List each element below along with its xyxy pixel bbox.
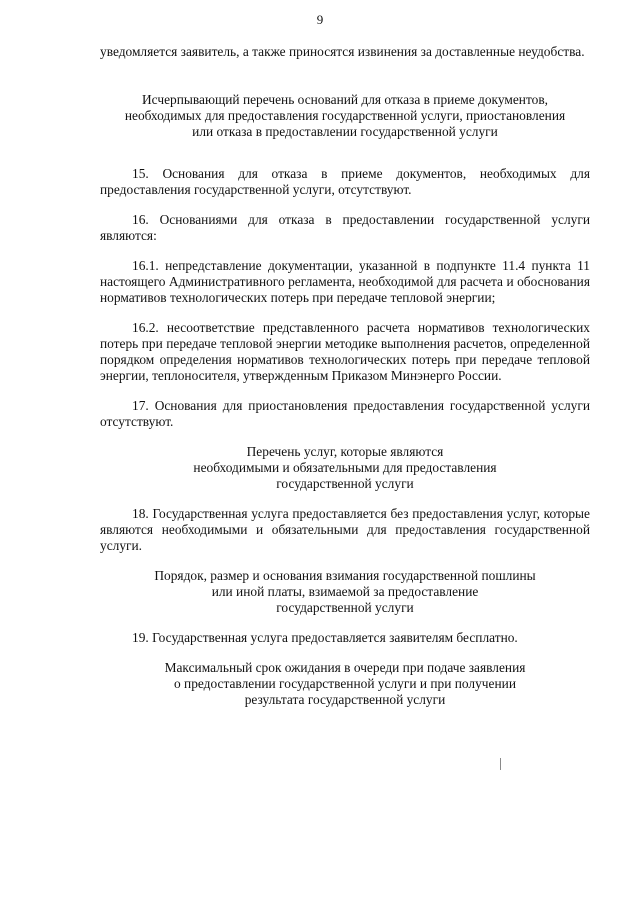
paragraph-16-1: 16.1. непредставление документации, указанной в подпункте 11.4 пункта 11 настоящего Административного регламента, необходимой для расчета и обоснования нормативов технологических потерь при передаче тепловой энергии;: [100, 258, 590, 305]
intro-continuation-paragraph: уведомляется заявитель, а также приносятся извинения за доставленные неудобства.: [100, 44, 585, 59]
page-number: 9: [316, 12, 324, 27]
paragraph-16-2: 16.2. несоответствие представленного расчета нормативов технологических потерь при передаче тепловой энергии методике выполнения расчетов, определенной порядком определения нормативов технологических потерь при передаче тепловой энергии, теплоносителя, утвержденным Приказом Минэнерго России.: [100, 320, 590, 383]
heading-line: или иной платы, взимаемой за предоставление: [211, 584, 479, 599]
heading-line: Максимальный срок ожидания в очереди при подаче заявления: [164, 660, 526, 675]
heading-line: или отказа в предоставлении государственной услуги: [192, 124, 498, 139]
heading-line: результата государственной услуги: [244, 692, 446, 707]
paragraph-16: 16. Основаниями для отказа в предоставлении государственной услуги являются:: [100, 212, 590, 243]
paragraph-19: 19. Государственная услуга предоставляется заявителям бесплатно.: [132, 630, 518, 645]
paragraph-17: 17. Основания для приостановления предоставления государственной услуги отсутствуют.: [100, 398, 590, 429]
paragraph-15: 15. Основания для отказа в приеме документов, необходимых для предоставления государственной услуги, отсутствуют.: [100, 166, 590, 197]
heading-line: необходимых для предоставления государственной услуги, приостановления: [124, 108, 566, 123]
heading-required-services: [100, 444, 590, 492]
heading-refusal-grounds: [100, 92, 590, 140]
heading-line: необходимыми и обязательными для предоставления: [193, 460, 497, 475]
heading-waiting-time: [100, 660, 590, 708]
heading-fee: [100, 568, 590, 616]
heading-line: Перечень услуг, которые являются: [246, 444, 444, 459]
document-body: [100, 44, 590, 708]
scan-margin-mark: [500, 758, 501, 770]
heading-line: государственной услуги: [276, 600, 414, 615]
heading-line: государственной услуги: [276, 476, 414, 491]
paragraph-18: 18. Государственная услуга предоставляется без предоставления услуг, которые являются необходимыми и обязательными для предоставления государственной услуги.: [100, 506, 590, 553]
heading-line: Порядок, размер и основания взимания государственной пошлины: [154, 568, 536, 583]
heading-line: о предоставлении государственной услуги и при получении: [174, 676, 516, 691]
heading-line: Исчерпывающий перечень оснований для отказа в приеме документов,: [141, 92, 549, 107]
